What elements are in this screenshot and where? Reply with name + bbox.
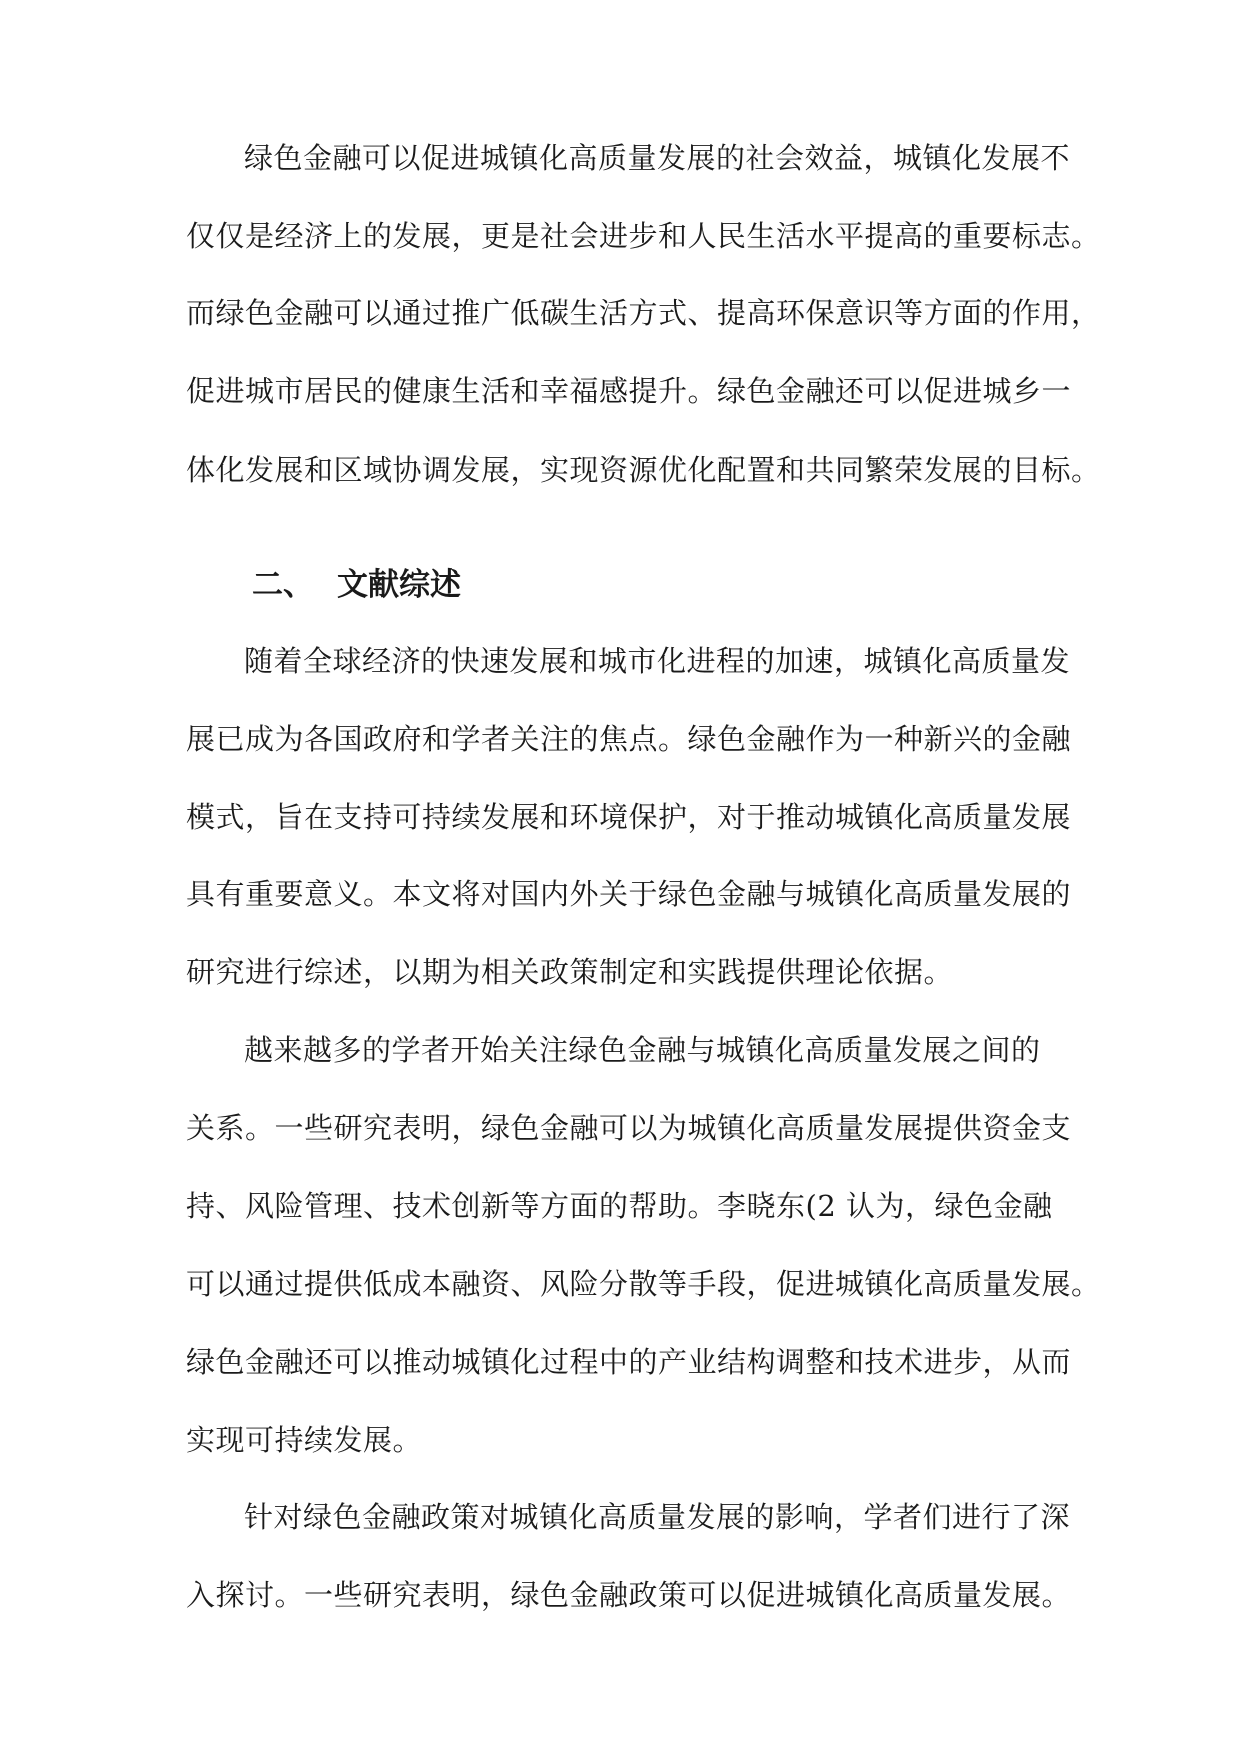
paragraph-3-line-1: 越来越多的学者开始关注绿色金融与城镇化高质量发展之间的 bbox=[244, 1033, 1041, 1067]
paragraph-1-line-4: 促进城市居民的健康生活和幸福感提升。绿色金融还可以促进城乡一 bbox=[186, 374, 1072, 408]
paragraph-2-line-3: 模式，旨在支持可持续发展和环境保护，对于推动城镇化高质量发展 bbox=[186, 800, 1072, 834]
section-number: 二、 bbox=[252, 567, 314, 603]
paragraph-3-line-3: 持、风险管理、技术创新等方面的帮助。李晓东(2 认为，绿色金融 bbox=[186, 1189, 1053, 1223]
paragraph-3-line-6: 实现可持续发展。 bbox=[186, 1423, 423, 1457]
section-title: 文献综述 bbox=[337, 567, 461, 603]
paragraph-1-line-5: 体化发展和区域协调发展，实现资源优化配置和共同繁荣发展的目标。 bbox=[186, 453, 1101, 487]
paragraph-2-line-2: 展已成为各国政府和学者关注的焦点。绿色金融作为一种新兴的金融 bbox=[186, 722, 1072, 756]
paragraph-3-line-2: 关系。一些研究表明，绿色金融可以为城镇化高质量发展提供资金支 bbox=[186, 1111, 1072, 1145]
paragraph-1-line-2: 仅仅是经济上的发展，更是社会进步和人民生活水平提高的重要标志。 bbox=[186, 219, 1101, 253]
paragraph-3-line-4: 可以通过提供低成本融资、风险分散等手段，促进城镇化高质量发展。 bbox=[186, 1267, 1101, 1301]
paragraph-1-line-3: 而绿色金融可以通过推广低碳生活方式、提高环保意识等方面的作用， bbox=[186, 296, 1101, 330]
paragraph-3-line-5: 绿色金融还可以推动城镇化过程中的产业结构调整和技术进步，从而 bbox=[186, 1345, 1072, 1379]
paragraph-2-line-5: 研究进行综述，以期为相关政策制定和实践提供理论依据。 bbox=[186, 955, 954, 989]
section-heading bbox=[252, 563, 461, 607]
paragraph-1-line-1: 绿色金融可以促进城镇化高质量发展的社会效益，城镇化发展不 bbox=[244, 141, 1071, 175]
paragraph-2-line-1: 随着全球经济的快速发展和城市化进程的加速，城镇化高质量发 bbox=[244, 644, 1071, 678]
paragraph-4-line-2: 入探讨。一些研究表明，绿色金融政策可以促进城镇化高质量发展。 bbox=[186, 1578, 1072, 1612]
paragraph-4-line-1: 针对绿色金融政策对城镇化高质量发展的影响，学者们进行了深 bbox=[244, 1500, 1071, 1534]
paragraph-2-line-4: 具有重要意义。本文将对国内外关于绿色金融与城镇化高质量发展的 bbox=[186, 877, 1072, 911]
